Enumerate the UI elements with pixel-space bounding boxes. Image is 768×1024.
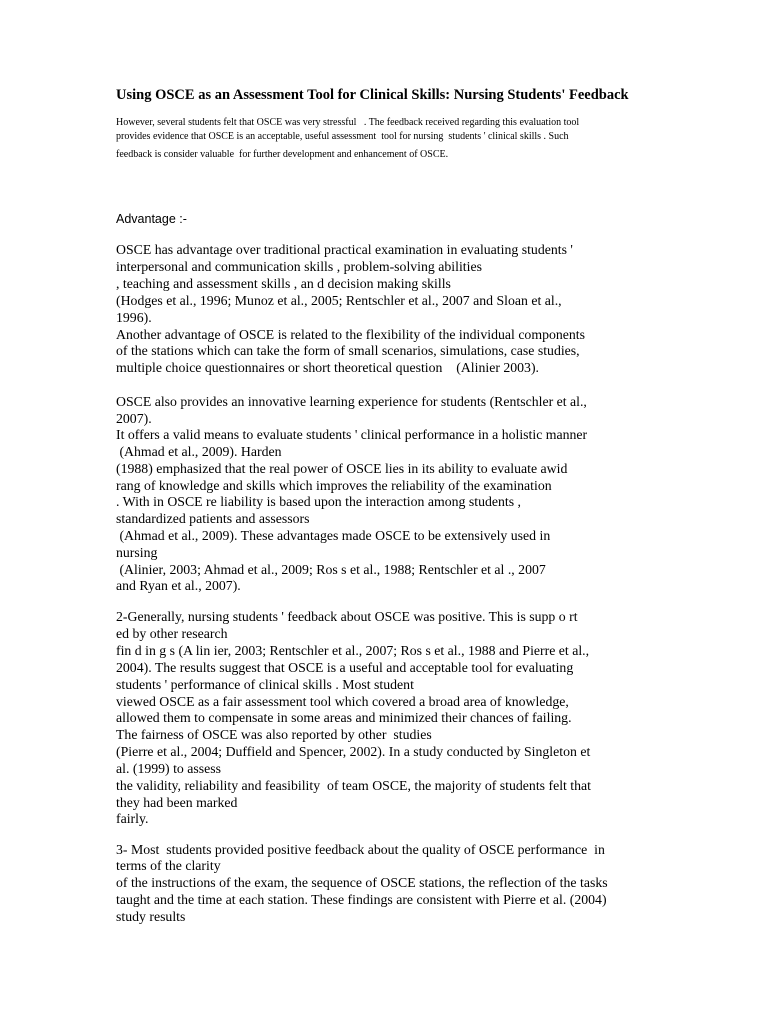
body-line: The fairness of OSCE was also reported by other studies [116, 727, 432, 742]
body-line: taught and the time at each station. These findings are consistent with Pierre et al. (2004) [116, 892, 607, 907]
body-line: 2004). The results suggest that OSCE is a useful and acceptable tool for evaluating [116, 660, 574, 675]
body-line: It offers a valid means to evaluate students ' clinical performance in a holistic manner [116, 427, 588, 442]
intro-line: feedback is consider valuable for further development and enhancement of OSCE. [116, 149, 449, 160]
intro-line: provides evidence that OSCE is an acceptable, useful assessment tool for nursing students ' clinical skills . Such [116, 131, 569, 142]
body-line: they had been marked [116, 795, 238, 810]
body-line: viewed OSCE as a fair assessment tool which covered a broad area of knowledge, [116, 694, 569, 709]
body-line: ed by other research [116, 626, 228, 641]
body-line: 1996). [116, 310, 152, 325]
body-line: 2007). [116, 411, 152, 426]
body-line: (Hodges et al., 1996; Munoz et al., 2005; Rentschler et al., 2007 and Sloan et al., [116, 293, 562, 308]
body-line: students ' performance of clinical skills . Most student [116, 677, 414, 692]
body-line: the validity, reliability and feasibility of team OSCE, the majority of students felt that [116, 778, 591, 793]
body-line: . With in OSCE re liability is based upon the interaction among students , [116, 494, 521, 509]
body-line: nursing [116, 545, 158, 560]
body-line: terms of the clarity [116, 858, 221, 873]
body-line: of the instructions of the exam, the sequence of OSCE stations, the reflection of the tasks [116, 875, 608, 890]
body-line: allowed them to compensate in some areas and minimized their chances of failing. [116, 710, 572, 725]
body-line: al. (1999) to assess [116, 761, 221, 776]
body-line: fairly. [116, 811, 149, 826]
body-line: fin d in g s (A lin ier, 2003; Rentschler et al., 2007; Ros s et al., 1988 and Pierre et al., [116, 643, 590, 658]
body-line: OSCE also provides an innovative learning experience for students (Rentschler et al., [116, 394, 587, 409]
body-line: standardized patients and assessors [116, 511, 310, 526]
body-line: , teaching and assessment skills , an d decision making skills [116, 276, 451, 291]
body-line: (Ahmad et al., 2009). Harden [116, 444, 282, 459]
body-line: and Ryan et al., 2007). [116, 578, 241, 593]
body-line: study results [116, 909, 186, 924]
body-line: (Pierre et al., 2004; Duffield and Spencer, 2002). In a study conducted by Singleton et [116, 744, 591, 759]
body-line: interpersonal and communication skills , problem-solving abilities [116, 259, 482, 274]
body-line: OSCE has advantage over traditional practical examination in evaluating students ' [116, 242, 573, 257]
body-line: (Alinier, 2003; Ahmad et al., 2009; Ros s et al., 1988; Rentschler et al ., 2007 [116, 562, 546, 577]
body-line: (Ahmad et al., 2009). These advantages made OSCE to be extensively used in [116, 528, 551, 543]
body-line: (1988) emphasized that the real power of OSCE lies in its ability to evaluate awid [116, 461, 568, 476]
body-line: 2-Generally, nursing students ' feedback about OSCE was positive. This is supp o rt [116, 609, 578, 624]
advantage-heading: Advantage :- [116, 212, 187, 226]
intro-line: However, several students felt that OSCE was very stressful . The feedback received regarding this evaluation tool [116, 117, 580, 128]
document-title: Using OSCE as an Assessment Tool for Clinical Skills: Nursing Students' Feedback [116, 87, 629, 103]
body-line: Another advantage of OSCE is related to the flexibility of the individual components [116, 327, 585, 342]
body-line: rang of knowledge and skills which improves the reliability of the examination [116, 478, 552, 493]
body-line: multiple choice questionnaires or short theoretical question (Alinier 2003). [116, 360, 539, 375]
body-line: of the stations which can take the form of small scenarios, simulations, case studies, [116, 343, 580, 358]
body-line: 3- Most students provided positive feedback about the quality of OSCE performance in [116, 842, 605, 857]
